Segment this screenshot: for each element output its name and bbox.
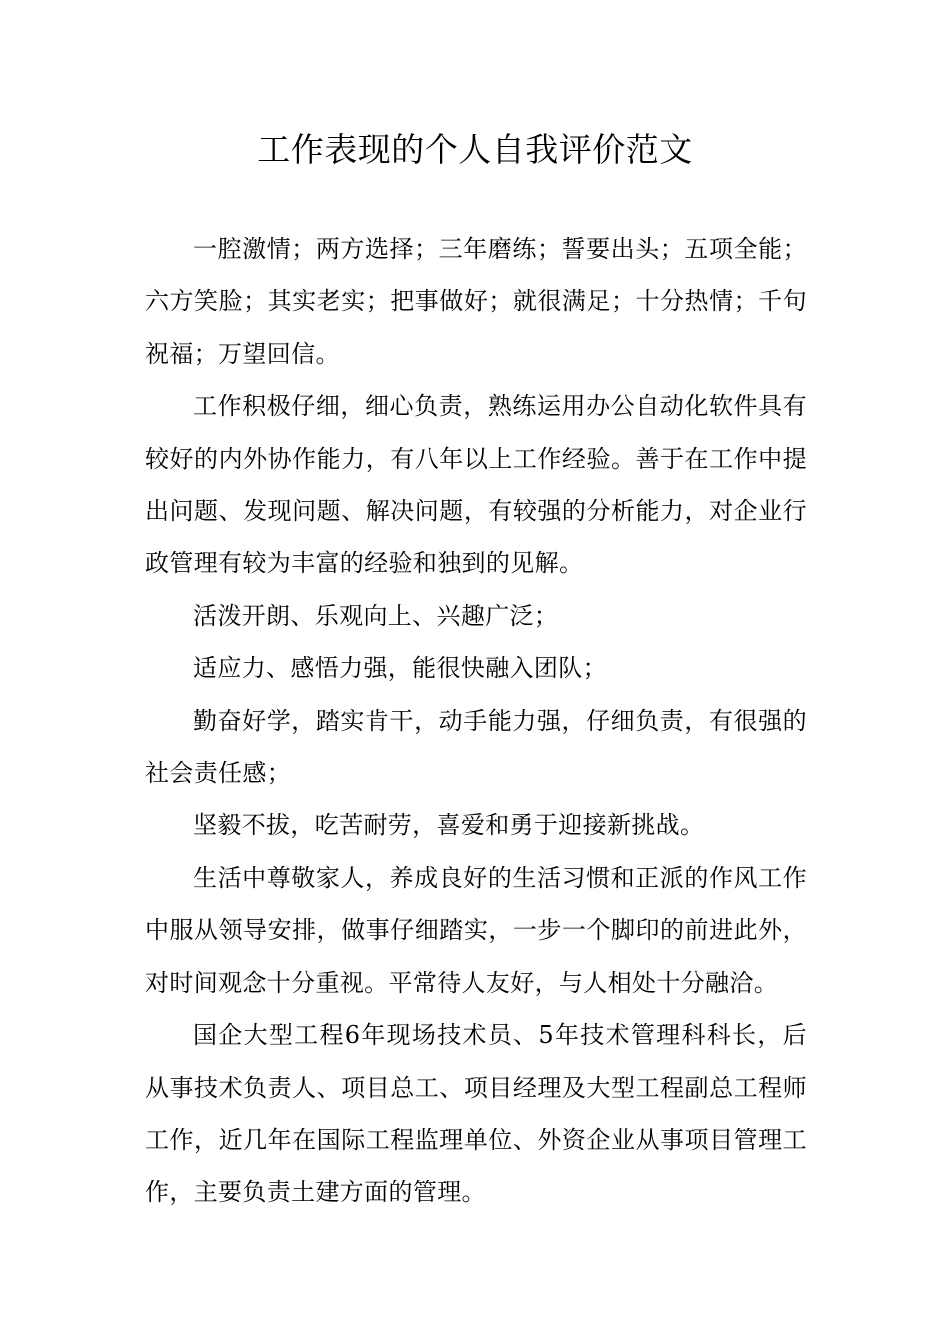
paragraph-5: 勤奋好学，踏实肯干，动手能力强，仔细负责，有很强的社会责任感； [145,706,807,788]
paragraph-2: 工作积极仔细，细心负责，熟练运用办公自动化软件具有较好的内外协作能力，有八年以上工作经验。善于在工作中提出问题、发现问题、解决问题，有较强的分析能力，对企业行政管理有较为丰富的经验和独到的见解。 [145,392,807,578]
document-title: 工作表现的个人自我评价范文 [257,130,693,169]
paragraph-7: 生活中尊敬家人，养成良好的生活习惯和正派的作风工作中服从领导安排，做事仔细踏实，一步一个脚印的前进此外，对时间观念十分重视。平常待人友好，与人相处十分融洽。 [145,863,807,997]
paragraph-8: 国企大型工程6年现场技术员、5年技术管理科科长，后从事技术负责人、项目总工、项目经理及大型工程副总工程师工作，近几年在国际工程监理单位、外资企业从事项目管理工作，主要负责土建方面的管理。 [145,1021,807,1207]
paragraph-6: 坚毅不拔，吃苦耐劳，喜爱和勇于迎接新挑战。 [193,811,705,840]
paragraph-4: 适应力、感悟力强，能很快融入团队； [193,654,607,683]
paragraph-3: 活泼开朗、乐观向上、兴趣广泛； [193,601,559,630]
paragraph-1: 一腔激情；两方选择；三年磨练；誓要出头；五项全能；六方笑脸；其实老实；把事做好；就很满足；十分热情；千句祝福；万望回信。 [145,235,807,368]
document-body [145,223,807,1219]
